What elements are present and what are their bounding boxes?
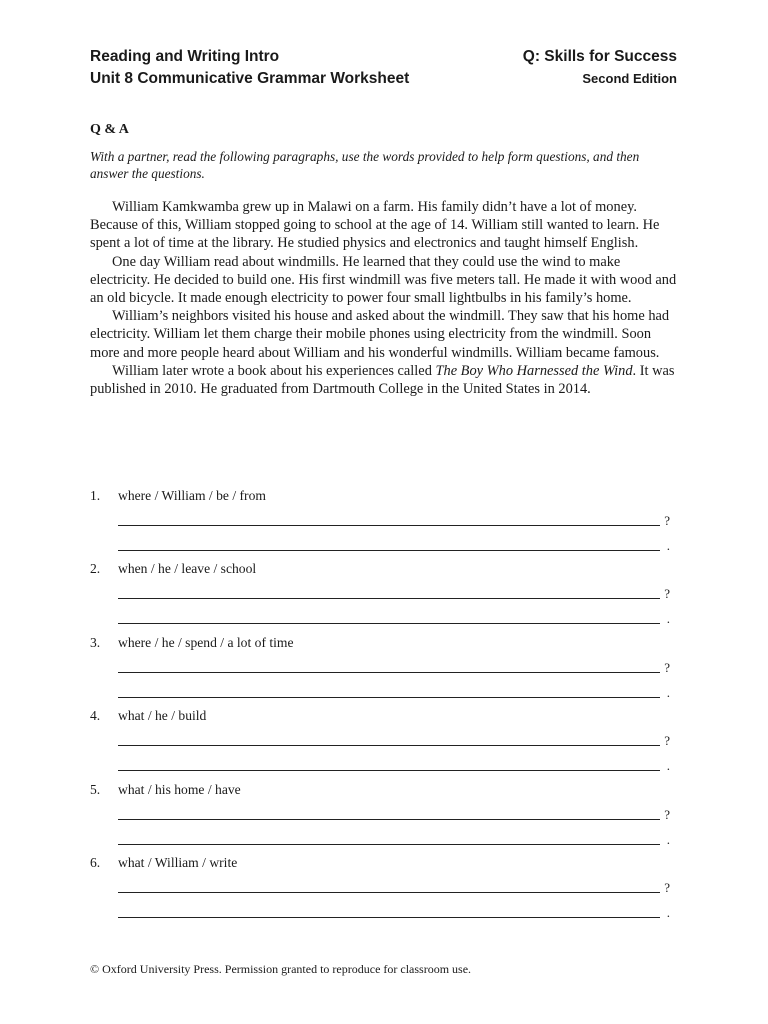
question-mark: ? (664, 733, 670, 749)
period-mark: . (666, 611, 670, 627)
paragraph-4-start: William later wrote a book about his experiences called (112, 362, 436, 379)
question-prompt: where / he / spend / a lot of time (118, 634, 294, 650)
question-prompt: what / his home / have (118, 781, 241, 797)
answer-write-line[interactable] (118, 610, 670, 626)
copyright-footer: © Oxford University Press. Permission granted to reproduce for classroom use. (90, 962, 472, 976)
header-right (523, 46, 677, 90)
period-mark: . (666, 684, 670, 700)
question-write-line[interactable] (118, 879, 670, 895)
question-6 (90, 854, 680, 927)
answer-write-line[interactable] (118, 757, 670, 773)
passage-paragraph-3: William’s neighbors visited his house and asked about the windmill. They saw that his home had electricity. William let them charge their mobile phones using electricity from the windmill. Soon more and more people heard about William and his wonderful windmills. William became famous. (90, 308, 670, 361)
passage-paragraph-1: William Kamkwamba grew up in Malawi on a farm. His family didn’t have a lot of money. Because of this, William stopped going to school at the age of 14. William still wanted to learn. He spent a lot of time at the library. He studied physics and electronics and taught himself English. (90, 199, 660, 252)
question-prompt: when / he / leave / school (118, 561, 257, 577)
header-left (90, 46, 409, 90)
answer-write-line[interactable] (118, 904, 670, 920)
question-number: 5. (90, 781, 101, 797)
question-mark: ? (664, 659, 670, 675)
question-write-line[interactable] (118, 512, 670, 528)
question-prompt: where / William / be / from (118, 488, 266, 503)
question-write-line[interactable] (118, 806, 670, 822)
worksheet-title: Unit 8 Communicative Grammar Worksheet (90, 70, 410, 87)
question-write-line[interactable] (118, 732, 670, 748)
paragraph-4-end: . It was published in 2010. He graduated from Dartmouth College in the United States in 2014. (90, 362, 675, 398)
question-write-line[interactable] (118, 585, 670, 601)
period-mark: . (666, 758, 670, 774)
question-mark: ? (664, 806, 670, 822)
series-title: Q: Skills for Success (522, 48, 677, 65)
answer-write-line[interactable] (118, 831, 670, 847)
question-number: 1. (90, 488, 101, 503)
answer-write-line[interactable] (118, 537, 670, 553)
reading-passage (90, 198, 680, 398)
question-1 (90, 487, 680, 560)
instructions: With a partner, read the following paragraphs, use the words provided to help form questions, and then answer the questions. (90, 149, 640, 181)
question-2 (90, 560, 680, 633)
period-mark: . (666, 904, 670, 920)
question-number: 4. (90, 708, 101, 724)
question-mark: ? (664, 879, 670, 895)
question-write-line[interactable] (118, 659, 670, 675)
question-number: 3. (90, 634, 101, 650)
question-prompt: what / he / build (118, 708, 207, 724)
question-number: 2. (90, 561, 101, 577)
question-3 (90, 634, 680, 707)
question-mark: ? (664, 513, 670, 528)
course-title: Reading and Writing Intro (90, 48, 280, 65)
answer-write-line[interactable] (118, 684, 670, 700)
section-title: Q & A (90, 122, 129, 137)
question-4 (90, 707, 680, 780)
question-number: 6. (90, 854, 101, 870)
question-mark: ? (664, 586, 670, 602)
passage-paragraph-4 (90, 362, 680, 398)
period-mark: . (666, 538, 670, 553)
period-mark: . (666, 831, 670, 847)
book-title: The Boy Who Harnessed the Wind (435, 362, 633, 379)
edition-label: Second Edition (582, 71, 677, 86)
question-list (90, 487, 680, 927)
question-5 (90, 781, 680, 854)
question-prompt: what / William / write (118, 854, 238, 870)
passage-paragraph-2: One day William read about windmills. He learned that they could use the wind to make electricity. He decided to build one. His first windmill was five meters tall. He made it with wood and an old bicycle. It made enough electricity to power four small lightbulbs in his family’s home. (90, 253, 677, 307)
